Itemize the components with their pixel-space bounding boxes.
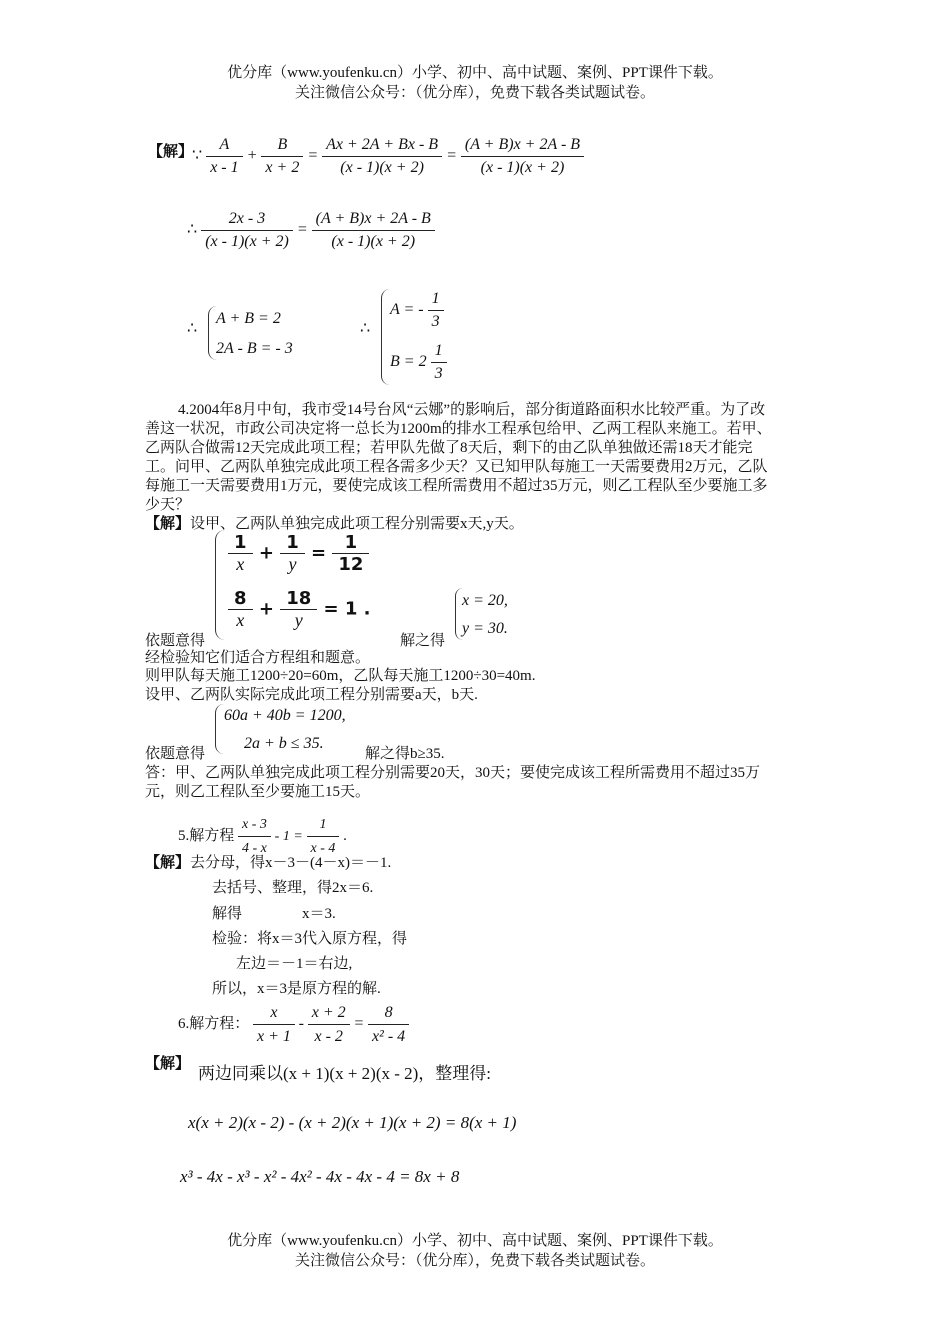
set-line: 设甲、乙两队实际完成此项工程分别需要a天，b天.: [145, 687, 478, 703]
daily-line: 则甲队每天施工1200÷20=60m，乙队每天施工1200÷30=40m.: [145, 668, 536, 684]
answer-4: 答：甲、乙两队单独完成此项工程分别需要20天，30天；要使完成该工程所需费用不超过35万元，则乙工程队至少要施工15天。: [145, 765, 761, 800]
system-result-a: A = - $\frac{1}{3}$: [390, 290, 444, 331]
system-eq-1: A + B = 2: [216, 310, 281, 327]
result-y: y = 30.: [462, 620, 508, 637]
system-eq-1: $\frac{1}{x}$ + $\frac{1}{y}$ = $\frac{1}{12}$: [228, 532, 369, 575]
therefore-symbol: ∴: [187, 320, 198, 337]
fraction: $\frac{1}{3}$: [431, 342, 447, 383]
solution-6-step-3: x³ - 4x - x³ - x² - 4x² - 4x - 4x - 4 = 8x + 8: [180, 1167, 460, 1186]
footer-line-2: 关注微信公众号：（优分库），免费下载各类试题试卷。: [294, 1253, 655, 1269]
equation-line-1: ∵ $\frac{A}{x - 1}$ + $\frac{B}{x + 2}$ = $\frac{Ax + 2A + Bx - B}{(x - 1)(x + 2)}$ = $\frac{(A + B)x + 2A - B}{(x - 1)(x + 2)}$: [192, 136, 584, 177]
solution-4-intro: 【解】设甲、乙两队单独完成此项工程分别需要x天,y天。: [145, 516, 524, 532]
header-line-2: 关注微信公众号：（优分库），免费下载各类试题试卷。: [294, 85, 655, 101]
solution-6-label: 【解】: [145, 1056, 191, 1072]
check-line: 经检验知它们适合方程组和题意。: [145, 650, 371, 666]
question-6: 6.解方程： $\frac{x}{x + 1}$ - $\frac{x + 2}{x - 2}$ = $\frac{8}{\text{x² - 4}}$: [178, 1003, 409, 1046]
system-brace: [215, 530, 226, 640]
therefore-symbol: ∴: [187, 221, 198, 239]
solution-5-step-6: 所以，x＝3是原方程的解.: [212, 981, 381, 997]
solution-5-step-2: 去括号、整理，得2x＝6.: [212, 880, 374, 896]
therefore-symbol: ∴: [360, 320, 371, 337]
solution-5-step-4: 检验：将x＝3代入原方程，得: [212, 931, 408, 947]
solve-label: 解之得: [400, 633, 446, 649]
fraction: $\frac{A}{x - 1}$: [206, 136, 242, 177]
fraction: $\frac{B}{x + 2}$: [261, 136, 303, 177]
inequality-2: 2a + b ≤ 35.: [244, 735, 324, 752]
because-symbol: ∵: [192, 147, 203, 165]
system-eq-2: 2A - B = - 3: [216, 340, 293, 357]
solution-5-step-5: 左边＝－1＝右边,: [236, 956, 353, 972]
fraction: $\frac{1}{3}$: [428, 290, 444, 331]
solution-5-step-3b: x＝3.: [302, 906, 336, 922]
fraction: $\frac{(A + B)x + 2A - B}{(x - 1)(x + 2)}$: [312, 210, 435, 251]
by-meaning-label-2: 依题意得: [145, 746, 206, 762]
system-eq-2: $\frac{8}{x}$ + $\frac{18}{y}$ = 1 .: [228, 588, 371, 631]
system-brace: [381, 289, 390, 385]
question-4-text: 4.2004年8月中旬，我市受14号台风“云娜”的影响后，部分街道路面积水比较严重。为了改善这一状况，市政公司决定将一总长为1200m的排水工程承包给甲、乙两工程队来施工。若甲、乙两队合做需12天完成此项工程；若甲队先做了8天后，剩下的由乙队单独做还需18天才能完工。问甲、乙两队单独完成此项工程各需多少天？又已知甲队每施工一天需要费用2万元，乙队每施工一天需要费用1万元，要使完成该工程所需费用不超过35万元，则乙工程队至少要施工多少天？: [145, 402, 772, 513]
inequality-brace: [215, 704, 224, 754]
by-meaning-label: 依题意得: [145, 633, 206, 649]
system-result-b: B = 2 $\frac{1}{3}$: [390, 342, 447, 383]
header-line-1: 优分库（www.youfenku.cn）小学、初中、高中试题、案例、PPT课件下载。: [227, 65, 723, 81]
solution-5-step-3a: 解得: [212, 906, 243, 922]
solution-5-step-1: 【解】去分母，得x－3－(4－x)＝－1.: [145, 855, 392, 871]
fraction: $\frac{(A + B)x + 2A - B}{(x - 1)(x + 2)}$: [461, 136, 584, 177]
inequality-1: 60a + 40b = 1200,: [224, 707, 346, 724]
fraction: $\frac{Ax + 2A + Bx - B}{(x - 1)(x + 2)}$: [322, 136, 442, 177]
footer-line-1: 优分库（www.youfenku.cn）小学、初中、高中试题、案例、PPT课件下载。: [227, 1233, 723, 1249]
question-5: 5.解方程 $\frac{x - 3}{4 - x}$ - 1 = $\frac{1}{x - 4}$ .: [178, 817, 347, 856]
solve-b: 解之得b≥35.: [365, 746, 445, 762]
solution-6-step-1: 两边同乘以(x + 1)(x + 2)(x - 2)，整理得:: [198, 1064, 492, 1083]
equation-line-2: ∴ $\frac{2x - 3}{(x - 1)(x + 2)}$ = $\frac{(A + B)x + 2A - B}{(x - 1)(x + 2)}$: [187, 210, 435, 251]
solution-6-step-2: x(x + 2)(x - 2) - (x + 2)(x + 1)(x + 2) = 8(x + 1): [188, 1113, 517, 1132]
fraction: $\frac{2x - 3}{(x - 1)(x + 2)}$: [201, 210, 293, 251]
solution-label: 【解】: [148, 144, 194, 160]
result-x: x = 20,: [462, 592, 508, 609]
